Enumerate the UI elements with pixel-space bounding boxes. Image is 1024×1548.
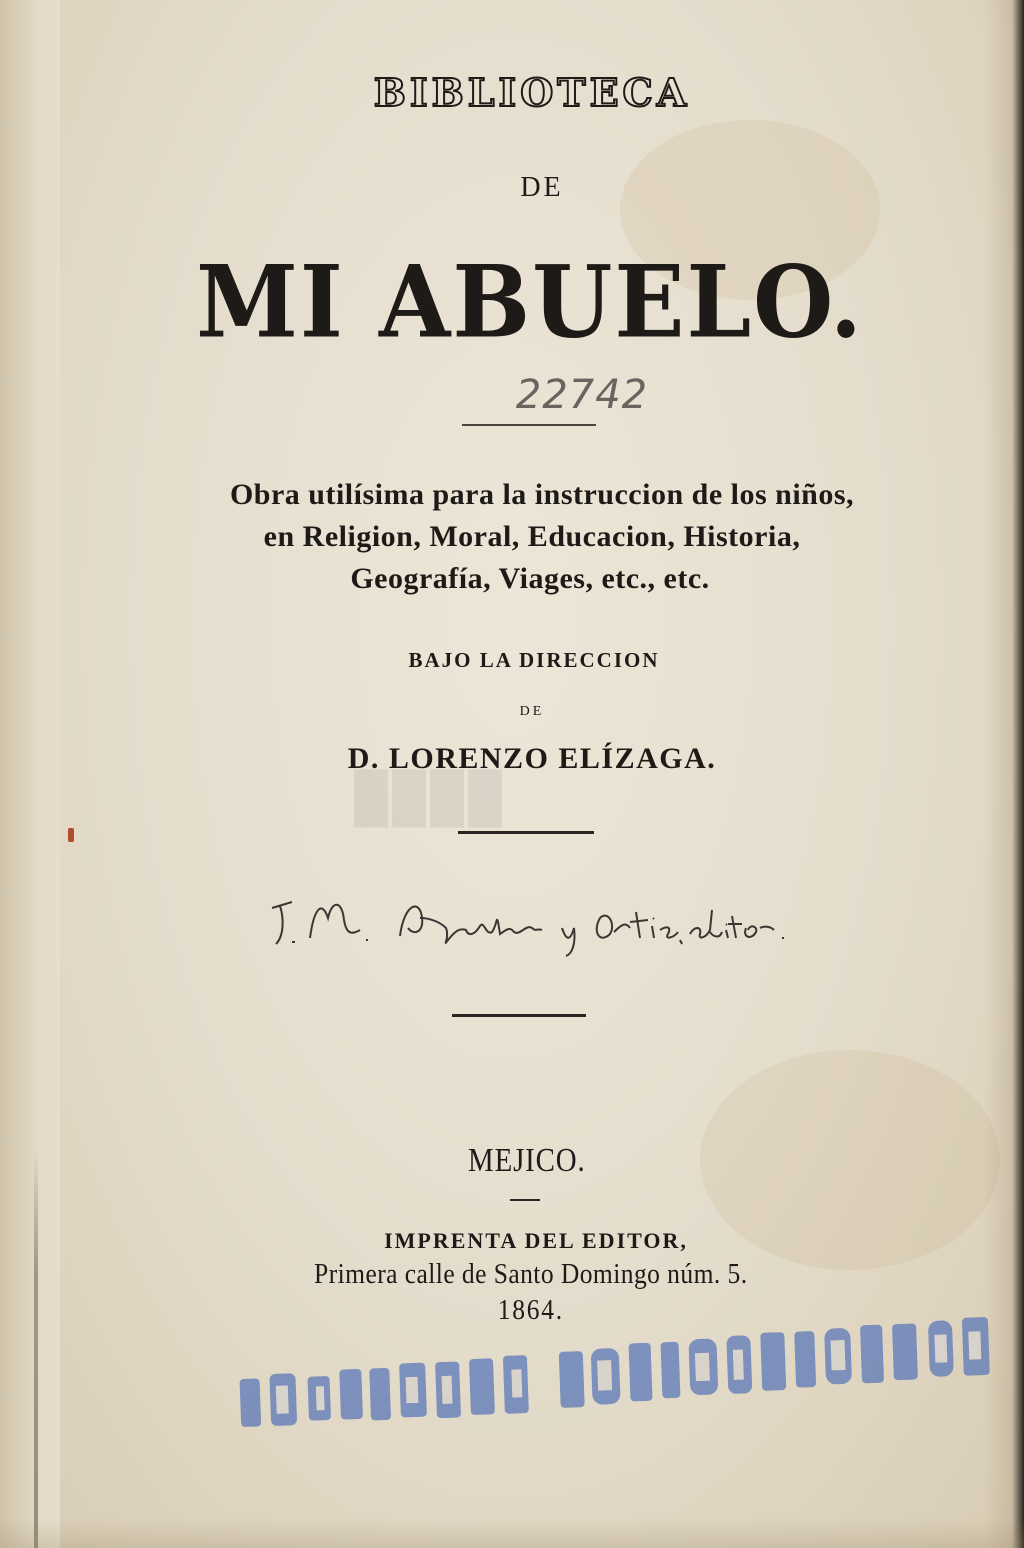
subtitle-line: en Religion, Moral, Educacion, Historia, — [263, 520, 801, 553]
connector-de: DE — [520, 172, 564, 203]
page-edge — [984, 0, 1024, 1548]
series-heading: BIBLIOTECA — [373, 70, 691, 115]
publication-year: 1864. — [497, 1294, 564, 1326]
page-edge — [0, 1518, 1024, 1548]
main-title: MI ABUELO. — [196, 243, 864, 361]
divider-rule — [452, 1014, 586, 1017]
author-name: D. LORENZO ELÍZAGA. — [347, 742, 717, 775]
library-stamp — [228, 1313, 1002, 1460]
publication-city: MEJICO. — [468, 1142, 586, 1179]
editor-signature — [270, 888, 790, 958]
red-mark — [68, 828, 74, 842]
printer-address: Primera calle de Santo Domingo núm. 5. — [314, 1258, 748, 1290]
bleed-through-text: ████ — [350, 771, 503, 824]
direction-label: BAJO LA DIRECCION — [408, 648, 660, 672]
small-divider — [510, 1199, 540, 1201]
subtitle-line: Geografía, Viages, etc., etc. — [350, 562, 710, 595]
printer-name: IMPRENTA DEL EDITOR, — [384, 1228, 688, 1253]
gutter-shadow — [34, 1150, 38, 1548]
connector-de-small: DE — [519, 704, 545, 719]
handwritten-catalog-number: 22742 — [515, 372, 649, 418]
divider-rule — [458, 831, 594, 834]
catalog-number-underline — [462, 424, 596, 426]
subtitle-line: Obra utilísima para la instruccion de los niños, — [229, 478, 855, 511]
